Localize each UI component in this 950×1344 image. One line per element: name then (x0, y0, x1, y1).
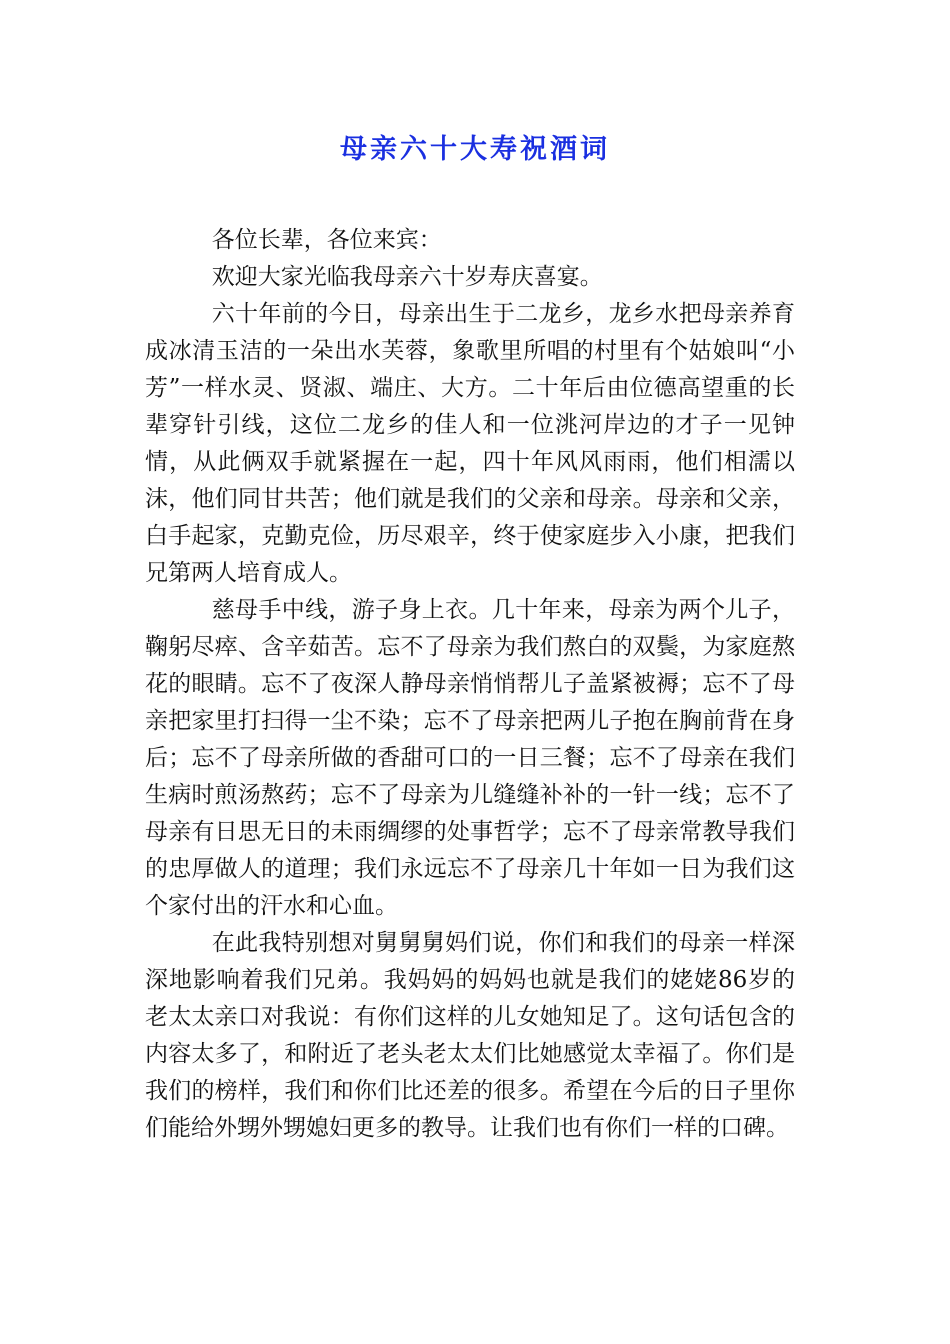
paragraph-relatives: 在此我特别想对舅舅舅妈们说，你们和我们的母亲一样深深地影响着我们兄弟。我妈妈的妈妈也就是我们的姥姥86岁的老太太亲口对我说：有你们这样的儿女她知足了。这句话包含的内容太多了，和附近了老头老太太们比她感觉太幸福了。你们是我们的榜样，我们和你们比还差的很多。希望在今后的日子里你们能给外甥外甥媳妇更多的教导。让我们也有你们一样的口碑。 (145, 930, 795, 1141)
paragraph-gratitude: 慈母手中线，游子身上衣。几十年来，母亲为两个儿子，鞠躬尽瘁、含辛茹苦。忘不了母亲为我们熬白的双鬓，为家庭熬花的眼睛。忘不了夜深人静母亲悄悄帮儿子盖紧被褥；忘不了母亲把家里打扫得一尘不染；忘不了母亲把两儿子抱在胸前背在身后；忘不了母亲所做的香甜可口的一日三餐；忘不了母亲在我们生病时煎汤熬药；忘不了母亲为儿缝缝补补的一针一线；忘不了母亲有日思无日的未雨绸缪的处事哲学；忘不了母亲常教导我们的忠厚做人的道理；我们永远忘不了母亲几十年如一日为我们这个家付出的汗水和心血。 (145, 597, 795, 919)
paragraph-welcome: 欢迎大家光临我母亲六十岁寿庆喜宴。 (211, 264, 603, 290)
paragraph-greeting: 各位长辈，各位来宾： (211, 227, 442, 253)
document-body (145, 222, 795, 1147)
paragraph-history: 六十年前的今日，母亲出生于二龙乡，龙乡水把母亲养育成冰清玉洁的一朵出水芙蓉，象歌里所唱的村里有个姑娘叫“小芳”一样水灵、贤淑、端庄、大方。二十年后由位德高望重的长辈穿针引线，这位二龙乡的佳人和一位洮河岸边的才子一见钟情，从此俩双手就紧握在一起，四十年风风雨雨，他们相濡以沫，他们同甘共苦；他们就是我们的父亲和母亲。母亲和父亲，白手起家，克勤克俭，历尽艰辛，终于使家庭步入小康，把我们兄第两人培育成人。 (145, 301, 795, 586)
document-title: 母亲六十大寿祝酒词 (340, 134, 610, 165)
